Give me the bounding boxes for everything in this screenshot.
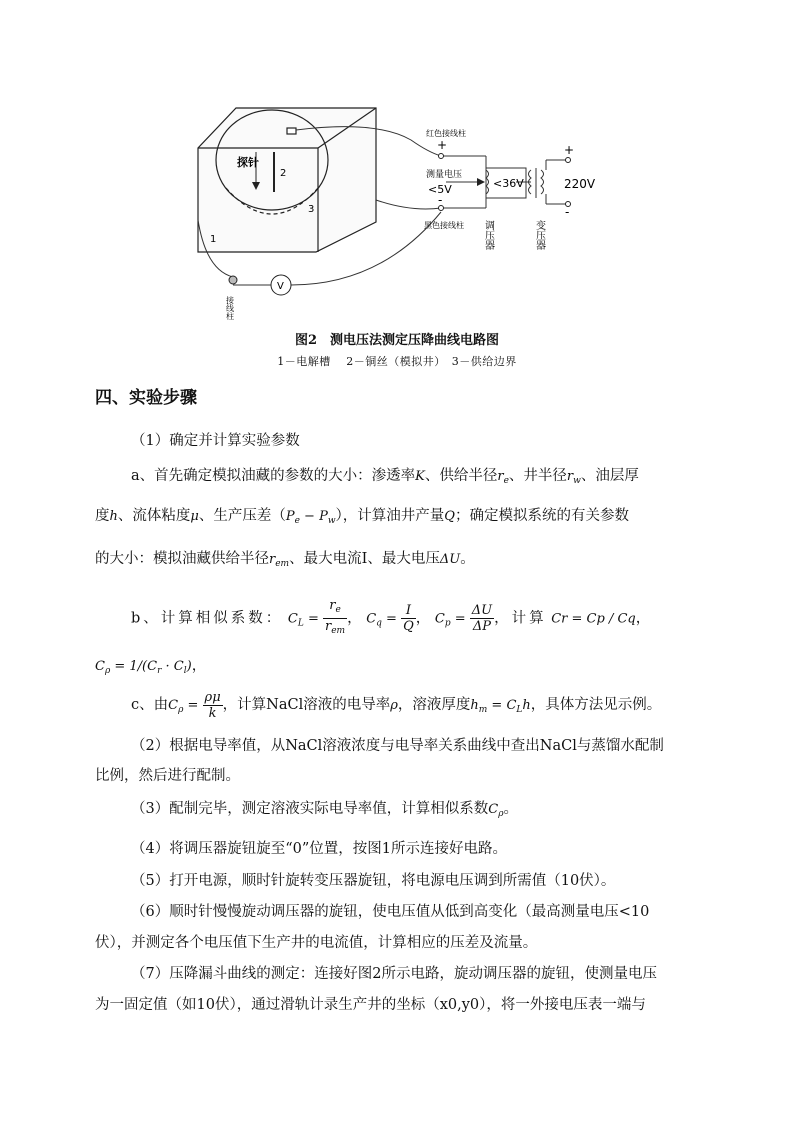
regulator-voltage-label: <36V <box>493 177 524 190</box>
figure-caption-title: 图2 测电压法测定压降曲线电路图 <box>294 333 500 348</box>
math-sub-q: q <box>376 618 382 629</box>
math-r: r <box>497 469 504 484</box>
math-dU: ΔU <box>439 552 461 567</box>
denominator <box>323 619 347 639</box>
math-r: r <box>566 469 574 484</box>
measure-voltage-label: 测量电压 <box>426 170 463 180</box>
math-C: C <box>95 659 105 674</box>
step-2-line1: （2）根据电导率值，从NaCl溶液浓度与电导率关系曲线中查出NaCl与蒸馏水配制 <box>131 738 664 754</box>
text: ， <box>415 610 431 627</box>
step-5: （5）打开电源，顺时针旋转变压器旋钮，将电源电压调到所需值（10伏）。 <box>131 873 616 889</box>
math-P: P <box>285 509 295 524</box>
label-1: 1 <box>210 234 217 245</box>
plus-label-2: + <box>564 143 575 157</box>
text: 。 <box>503 801 518 817</box>
circuit-figure <box>196 100 606 325</box>
transformer-label: 变压器 <box>533 220 545 250</box>
step-a-line1 <box>131 466 705 491</box>
fraction-dU-dP <box>470 603 494 634</box>
step-a-line2 <box>95 506 705 531</box>
numerator: I <box>401 603 416 619</box>
lt5v-label: <5V <box>428 183 452 196</box>
step-3 <box>131 799 705 824</box>
denominator: Q <box>403 619 414 634</box>
math-sub-em: em <box>275 559 290 569</box>
v220-label: 220V <box>564 177 596 191</box>
text: ，计算NaCl溶液的电导率 <box>222 697 391 713</box>
math-sub-w: w <box>573 476 581 486</box>
terminal-post <box>229 276 237 284</box>
numerator <box>323 598 347 619</box>
text: b、计算相似系数： <box>131 610 284 627</box>
step-b-line1 <box>131 598 705 638</box>
math-C: C <box>434 611 445 627</box>
math-P: P <box>319 509 328 524</box>
red-post-label: 红色接线柱 <box>426 129 466 138</box>
step-b-line2 <box>95 656 705 681</box>
math-h: h <box>522 698 531 713</box>
label-3: 3 <box>308 204 315 215</box>
math-mu: μ <box>190 509 199 524</box>
math-sub-rho: ρ <box>104 666 111 676</box>
math-minus: − <box>299 509 320 524</box>
math-C: C <box>168 698 179 713</box>
text: 、井半径 <box>508 468 567 484</box>
math-h: h <box>470 698 479 713</box>
red-terminal <box>439 154 444 159</box>
text: ， <box>347 610 362 627</box>
text: 、生产压差（ <box>198 508 286 524</box>
text: a、首先确定模拟油藏的参数的大小：渗透率 <box>131 468 416 484</box>
text: ，计算 <box>494 610 547 627</box>
text: ，具体方法见示例。 <box>530 697 662 713</box>
fraction-re-rem <box>323 598 347 639</box>
math-sub-em: em <box>331 626 346 636</box>
denominator: ΔP <box>472 619 492 634</box>
measure-arrow <box>477 178 485 186</box>
math-sub-w: w <box>327 516 336 526</box>
denominator: k <box>208 705 217 721</box>
math-sub-e: e <box>294 516 300 526</box>
supply-plus-terminal <box>566 158 571 163</box>
text: 。 <box>460 551 475 567</box>
step-2-line2: 比例，然后进行配制。 <box>95 768 240 784</box>
probe-label: 探针 <box>237 156 259 169</box>
step-c-line <box>131 685 705 725</box>
math-r: r <box>329 598 336 613</box>
text: （3）配制完毕，测定溶液实际电导率值，计算相似系数 <box>131 801 489 817</box>
math-K: K <box>415 469 425 484</box>
math-eq: = <box>381 611 402 627</box>
step-7-line2: 为一固定值（如10伏），通过滑轨计录生产井的坐标（x0,y0），将一外接电压表一端与 <box>95 997 646 1013</box>
plus-label-1: + <box>437 138 448 152</box>
step-6-line2: 伏），并测定各个电压值下生产井的电流值，计算相应的压差及流量。 <box>95 935 538 951</box>
math-sub-L: L <box>297 618 304 629</box>
numerator: ρμ <box>204 689 221 705</box>
fraction-rhomu-k <box>203 690 223 721</box>
text: ， <box>191 658 207 674</box>
math-sub-rho: ρ <box>178 705 184 715</box>
figure-caption-subtitle: 1－电解槽 2－铜丝（模拟井） 3－供给边界 <box>277 355 517 368</box>
section-heading: 四、实验步骤 <box>95 388 197 408</box>
numerator: ΔU <box>471 603 493 618</box>
circuit-diagram <box>196 100 606 325</box>
electrolytic-tank <box>198 108 376 252</box>
math-sub-p: p <box>444 618 451 629</box>
step-a-line3 <box>95 549 705 574</box>
step-1: （1）确定并计算实验参数 <box>131 433 300 449</box>
math-sub-m: m <box>478 705 488 715</box>
math-dot: · C <box>161 659 184 674</box>
text: 、供给半径 <box>424 468 498 484</box>
math-eq: = C <box>487 698 517 713</box>
math-rho: ρ <box>390 698 398 713</box>
text: ；确定模拟系统的有关参数 <box>454 508 629 524</box>
math-sub-l: l <box>183 666 187 676</box>
step-6-line1: （6）顺时针慢慢旋动调压器的旋钮，使电压值从低到高变化（最高测量电压<10 <box>131 904 650 920</box>
text: 、流体粘度 <box>117 508 191 524</box>
math-sub-r: r <box>157 666 162 676</box>
regulator-label: 调压器 <box>482 220 494 250</box>
black-post-label: 黑色接线柱 <box>424 221 464 230</box>
step-4: （4）将调压器旋钮旋至“0”位置，按图1所示连接好电路。 <box>131 841 507 857</box>
math-eq: = <box>303 611 323 627</box>
math-eq: = <box>450 611 470 627</box>
text: ，溶液厚度 <box>397 697 471 713</box>
math-C: C <box>366 611 377 627</box>
math-Q: Q <box>444 509 455 524</box>
minus-label-2: - <box>565 205 570 219</box>
text: ），计算油井产量 <box>335 508 445 524</box>
math-eq: = <box>183 698 203 713</box>
math-r: r <box>269 552 276 567</box>
text: 的大小：模拟油藏供给半径 <box>95 551 269 567</box>
math-sub-e: e <box>503 476 509 486</box>
minus-label-1: - <box>438 193 443 207</box>
math-cr: Cr = Cp / Cq <box>551 611 636 627</box>
text: 、油层厚 <box>580 468 639 484</box>
label-2: 2 <box>280 168 287 179</box>
math-sub-rho: ρ <box>498 809 504 819</box>
math-sub-L: L <box>516 705 523 715</box>
voltmeter-label: V <box>277 281 284 292</box>
text: ， <box>635 610 651 627</box>
math-sub-e: e <box>335 605 341 615</box>
terminal-label: 接线柱 <box>225 296 235 320</box>
text: c、由 <box>131 697 169 713</box>
fraction-I-Q <box>401 603 416 634</box>
math-expr: = 1/(C <box>110 659 158 674</box>
text: 、最大电流I、最大电压 <box>289 551 440 567</box>
step-7-line1: （7）压降漏斗曲线的测定：连接好图2所示电路，旋动调压器的旋钮，使测量电压 <box>131 966 657 982</box>
math-h: h <box>109 509 118 524</box>
math-C: C <box>287 611 298 627</box>
math-r: r <box>325 619 332 634</box>
text: 度 <box>95 508 110 524</box>
math-close: ) <box>186 659 192 674</box>
math-C: C <box>488 802 499 817</box>
